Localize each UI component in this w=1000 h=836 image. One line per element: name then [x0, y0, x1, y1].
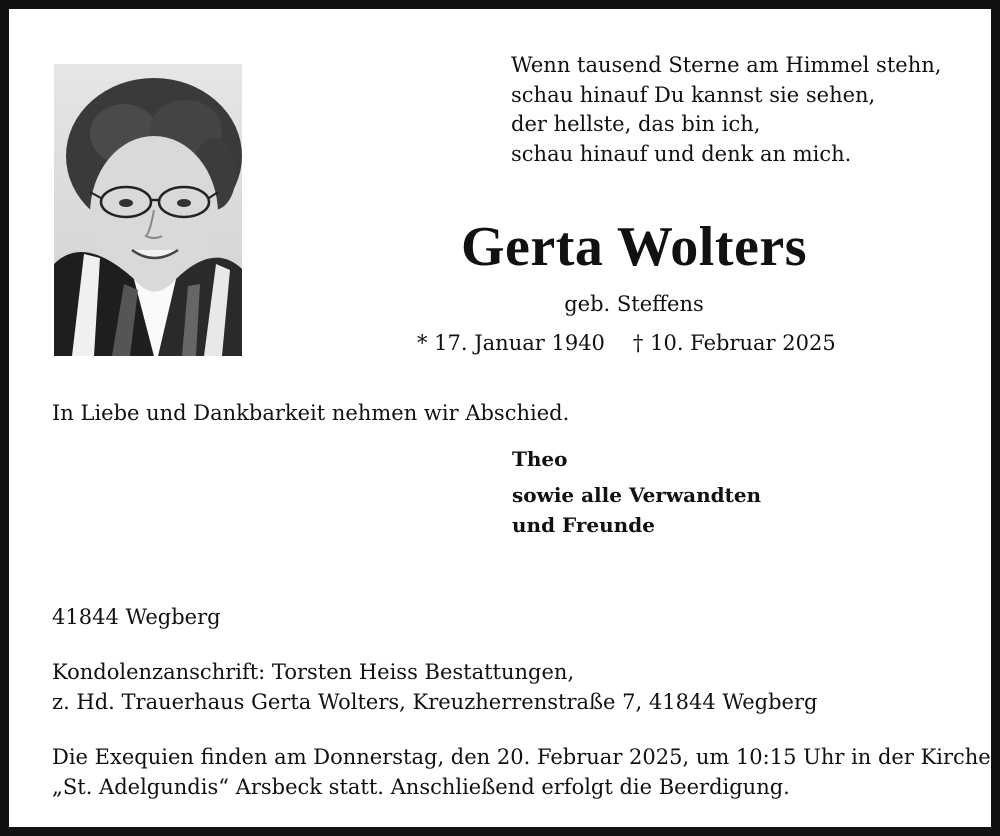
farewell-text: In Liebe und Dankbarkeit nehmen wir Abschied.: [52, 401, 570, 425]
portrait-photo: [54, 64, 242, 356]
exequien-line: Die Exequien finden am Donnerstag, den 20. Februar 2025, um 10:15 Uhr in der Kirche: [52, 745, 991, 769]
condolence-address: [52, 657, 817, 717]
life-dates: [417, 328, 836, 358]
poem-line: schau hinauf und denk an mich.: [511, 141, 852, 166]
mourners-list: [512, 444, 761, 540]
birth-date: * 17. Januar 1940: [417, 331, 605, 355]
memorial-poem: [511, 51, 941, 169]
death-date: † 10. Februar 2025: [632, 331, 836, 355]
mourner-first: Theo: [512, 447, 568, 471]
poem-line: Wenn tausend Sterne am Himmel stehn,: [511, 53, 942, 77]
poem-line: der hellste, das bin ich,: [511, 112, 761, 136]
poem-line: schau hinauf Du kannst sie sehen,: [511, 82, 876, 107]
condolence-line: z. Hd. Trauerhaus Gerta Wolters, Kreuzherrenstraße 7, 41844 Wegberg: [52, 690, 818, 714]
condolence-line: Kondolenzanschrift: Torsten Heiss Bestattungen,: [52, 660, 575, 684]
exequien-line: „St. Adelgundis“ Arsbeck statt. Anschließend erfolgt die Beerdigung.: [52, 775, 790, 799]
city-line: 41844 Wegberg: [52, 605, 221, 629]
mourner-line: und Freunde: [512, 513, 655, 537]
maiden-name: geb. Steffens: [564, 292, 704, 316]
exequien-info: [52, 742, 991, 802]
mourner-line: sowie alle Verwandten: [512, 483, 762, 507]
deceased-name: Gerta Wolters: [460, 216, 808, 278]
